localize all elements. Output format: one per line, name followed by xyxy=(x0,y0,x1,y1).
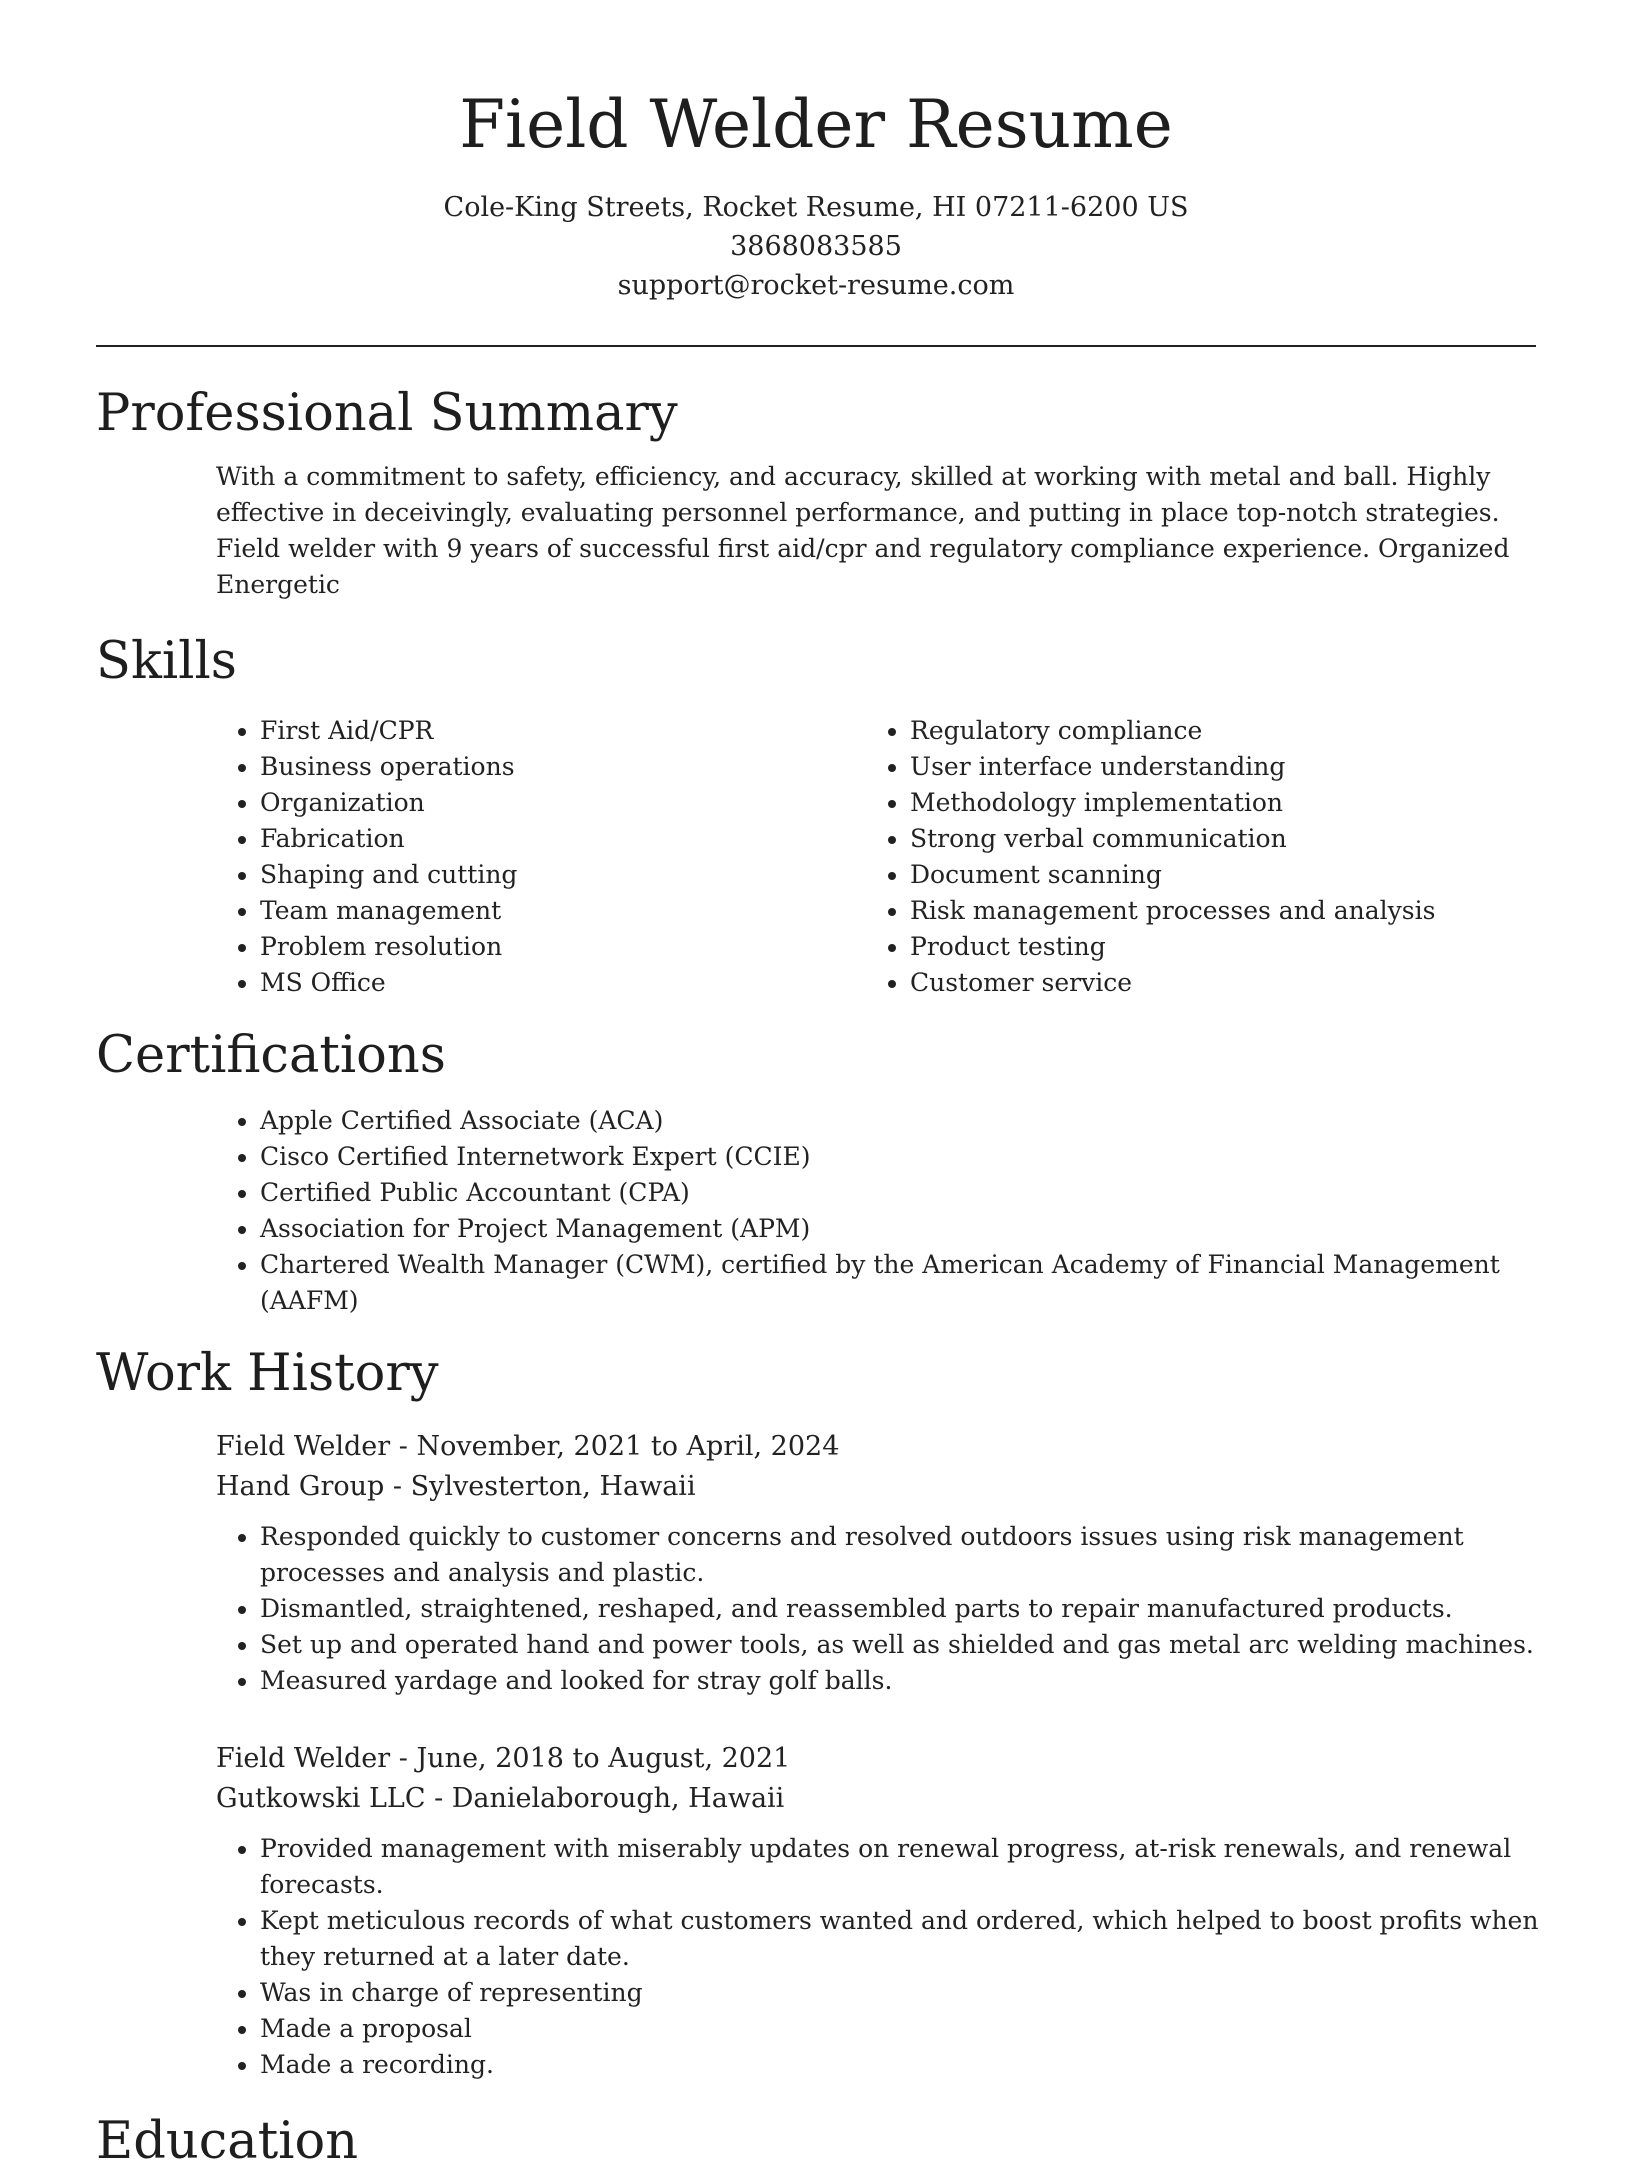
job-title-line: Field Welder - November, 2021 to April, 2024 xyxy=(216,1431,840,1462)
skill-item: • Business operations xyxy=(260,749,746,785)
job-duty-item: • Made a recording. xyxy=(260,2047,1550,2083)
skill-item: • Regulatory compliance xyxy=(910,713,1470,749)
skill-item: • Team management xyxy=(260,893,746,929)
skill-item: • Product testing xyxy=(910,929,1470,965)
skill-item: • Fabrication xyxy=(260,821,746,857)
certification-item: • Cisco Certified Internetwork Expert (CCIE) xyxy=(260,1139,1536,1175)
job-entry xyxy=(216,1427,1536,1699)
address: Cole-King Streets, Rocket Resume, HI 07211-6200 US xyxy=(443,192,1189,223)
summary-text: With a commitment to safety, efficiency, and accuracy, skilled at working with metal and ball. Highly effective in deceivingly, evaluating personnel performance, and putting in place top-notch strategies. Field welder with 9 years of successful first aid/cpr and regulatory compliance experience. Organized Energetic xyxy=(216,462,1510,599)
certification-item: • Apple Certified Associate (ACA) xyxy=(260,1103,1536,1139)
skill-item: • Strong verbal communication xyxy=(910,821,1470,857)
skill-item: • User interface understanding xyxy=(910,749,1470,785)
skill-item: • First Aid/CPR xyxy=(260,713,746,749)
skill-item: • Organization xyxy=(260,785,746,821)
certification-item: • Association for Project Management (APM) xyxy=(260,1211,1536,1247)
resume-page xyxy=(96,0,1539,2173)
certifications-heading: Certifications xyxy=(96,1026,446,1085)
job-entry xyxy=(216,1739,1539,2083)
job-duty-item: • Kept meticulous records of what customers wanted and ordered, which helped to boost profits when they returned at a later date. xyxy=(260,1903,1550,1975)
header-divider xyxy=(96,345,1536,347)
job-duty-item: • Responded quickly to customer concerns and resolved outdoors issues using risk management processes and analysis and plastic. xyxy=(260,1519,1550,1591)
certification-item: • Chartered Wealth Manager (CWM), certified by the American Academy of Financial Management (AAFM) xyxy=(260,1247,1536,1319)
resume-title: Field Welder Resume xyxy=(459,86,1173,163)
skill-item: • Document scanning xyxy=(910,857,1470,893)
job-duty-item: • Set up and operated hand and power tools, as well as shielded and gas metal arc welding machines. xyxy=(260,1627,1550,1663)
job-title-line: Field Welder - June, 2018 to August, 2021 xyxy=(216,1743,791,1774)
skill-item: • MS Office xyxy=(260,965,746,1001)
job-company-line: Hand Group - Sylvesterton, Hawaii xyxy=(216,1471,696,1502)
skills-list-right xyxy=(746,713,1470,1001)
phone-number: 3868083585 xyxy=(730,231,902,262)
job-duties-list xyxy=(216,1831,1550,2083)
job-duty-item: • Dismantled, straightened, reshaped, and reassembled parts to repair manufactured products. xyxy=(260,1591,1550,1627)
work-history-heading: Work History xyxy=(96,1344,439,1403)
summary-heading: Professional Summary xyxy=(96,384,678,443)
skills-columns xyxy=(96,713,1536,1001)
job-duty-item: • Provided management with miserably updates on renewal progress, at-risk renewals, and renewal forecasts. xyxy=(260,1831,1550,1903)
skill-item: • Methodology implementation xyxy=(910,785,1470,821)
certification-item: • Certified Public Accountant (CPA) xyxy=(260,1175,1536,1211)
job-duty-item: • Measured yardage and looked for stray golf balls. xyxy=(260,1663,1550,1699)
resume-header xyxy=(96,0,1536,305)
skill-item: • Shaping and cutting xyxy=(260,857,746,893)
contact-info xyxy=(96,188,1536,305)
skill-item: • Problem resolution xyxy=(260,929,746,965)
skill-item: • Risk management processes and analysis xyxy=(910,893,1470,929)
certifications-list xyxy=(96,1103,1536,1319)
job-company-line: Gutkowski LLC - Danielaborough, Hawaii xyxy=(216,1783,785,1814)
job-duties-list xyxy=(216,1519,1550,1699)
skill-item: • Customer service xyxy=(910,965,1470,1001)
job-duty-item: • Was in charge of representing xyxy=(260,1975,1550,2011)
education-heading: Education xyxy=(96,2112,359,2171)
skills-heading: Skills xyxy=(96,632,237,691)
email-address: support@rocket-resume.com xyxy=(617,270,1015,301)
job-duty-item: • Made a proposal xyxy=(260,2011,1550,2047)
skills-list-left xyxy=(96,713,746,1001)
